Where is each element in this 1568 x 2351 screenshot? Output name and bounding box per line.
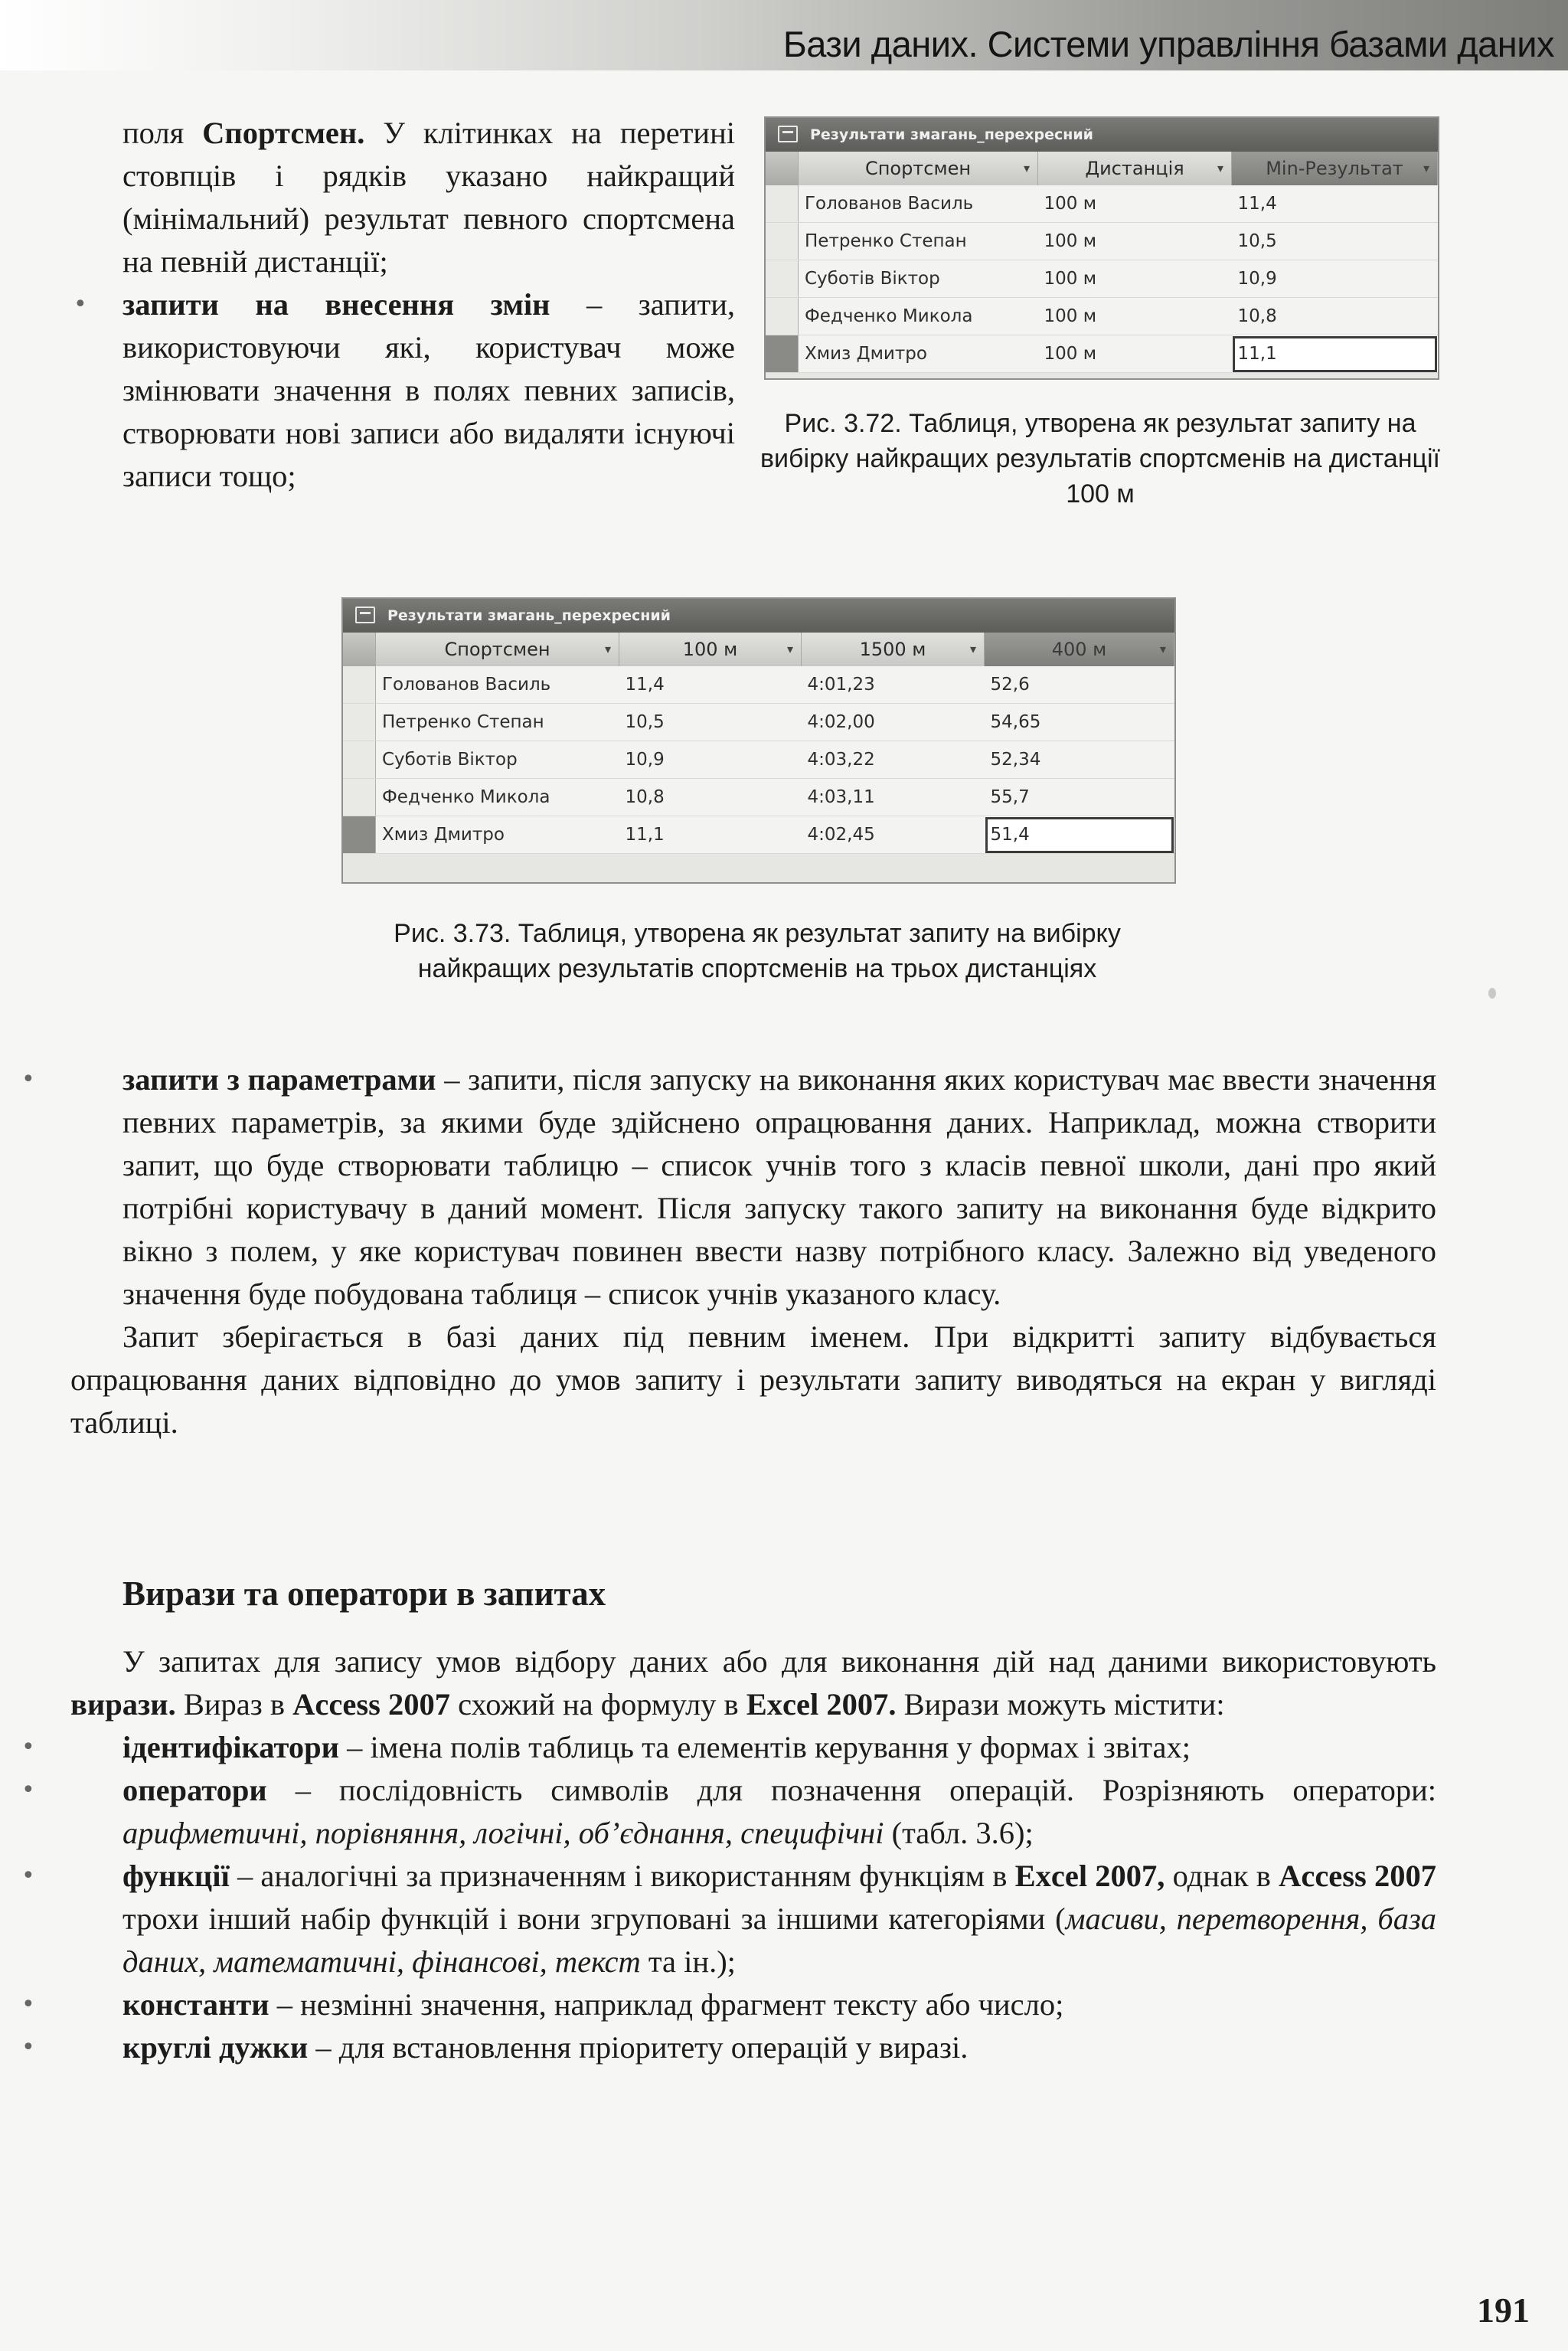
header-row	[343, 633, 1174, 666]
intro-text: Вирази можуть містити:	[896, 1687, 1225, 1722]
column-header-100m[interactable]	[619, 633, 802, 666]
bullet-text: – запити, використовуючи які, користувач може змінювати значення в полях певних записів, створювати нові записи або видаляти існуючі записи тощо;	[122, 287, 735, 493]
fig73-query-window	[341, 597, 1176, 884]
column-header-distance[interactable]	[1038, 152, 1232, 185]
row-selector[interactable]	[343, 816, 376, 854]
cell[interactable]: 11,4	[619, 666, 802, 704]
paragraph-saved-query: Запит зберігається в базі даних під певним іменем. При відкритті запиту відбувається опрацювання даних відповідно до умов запиту і результати запиту виводяться на екран у вигляді таблиці.	[70, 1319, 1436, 1440]
cell[interactable]: 10,9	[619, 741, 802, 779]
paragraph-continuation	[122, 112, 735, 283]
cell[interactable]: Федченко Микола	[376, 779, 619, 816]
cell[interactable]: 100 м	[1038, 298, 1232, 335]
row-selector[interactable]	[766, 298, 799, 335]
active-cell[interactable]: 11,1	[1232, 335, 1438, 373]
table-row	[766, 335, 1438, 373]
cell[interactable]: Петренко Степан	[799, 223, 1038, 260]
bullet-term: ідентифікатори	[122, 1730, 339, 1764]
cell[interactable]: 10,8	[619, 779, 802, 816]
fig72-query-window	[764, 116, 1439, 380]
bullet-text: – імена полів таблиць та елементів керування у формах і звітах;	[338, 1730, 1191, 1764]
bullet-operators	[70, 1769, 1436, 1855]
fig72-caption: Рис. 3.72. Таблиця, утворена як результат запиту на вибірку найкращих результатів спортсменів на дистанції 100 м	[760, 409, 1440, 508]
cell[interactable]: 100 м	[1038, 260, 1232, 298]
dropdown-arrow-icon[interactable]: ▾	[969, 642, 976, 656]
table-row	[343, 741, 1174, 779]
bullet-term: оператори	[122, 1773, 267, 1807]
table-row	[343, 666, 1174, 704]
cell[interactable]: 100 м	[1038, 335, 1232, 373]
table-row	[766, 260, 1438, 298]
query-icon	[355, 607, 375, 623]
header-label: Спортсмен	[864, 158, 972, 179]
running-header-title: Бази даних. Системи управління базами даних	[782, 24, 1554, 64]
bullet-text: – для встановлення пріоритету операцій у виразі.	[308, 2030, 969, 2065]
column-header-sportsman[interactable]	[799, 152, 1038, 185]
cell[interactable]: 4:01,23	[802, 666, 985, 704]
bullet-bold: Access 2007	[1279, 1859, 1436, 1893]
header-label: Дистанція	[1085, 158, 1184, 179]
cell[interactable]: 10,5	[1232, 223, 1438, 260]
dropdown-arrow-icon[interactable]: ▾	[1423, 161, 1429, 175]
bullet-term: запити з параметрами	[122, 1062, 436, 1097]
active-cell[interactable]: 51,4	[985, 816, 1174, 854]
cell[interactable]: 11,1	[619, 816, 802, 854]
p1-bold-term: Спортсмен.	[202, 116, 365, 150]
intro-text: Вираз в	[175, 1687, 293, 1722]
row-selector[interactable]	[343, 704, 376, 741]
column-header-400m[interactable]	[985, 633, 1174, 666]
row-selector[interactable]	[766, 335, 799, 373]
scan-speck	[1488, 988, 1496, 999]
bullet-text: трохи інший набір функцій і вони згруповані за іншими категоріями (	[122, 1901, 1066, 1936]
fig73-tab-title: Результати змагань_перехресний	[387, 607, 671, 624]
cell[interactable]: 54,65	[985, 704, 1174, 741]
cell[interactable]: Петренко Степан	[376, 704, 619, 741]
table-row	[766, 185, 1438, 223]
cell[interactable]: 52,6	[985, 666, 1174, 704]
row-selector[interactable]	[343, 666, 376, 704]
select-all-cell[interactable]	[766, 152, 799, 185]
dropdown-arrow-icon[interactable]: ▾	[1217, 161, 1223, 175]
cell[interactable]: Суботів Віктор	[376, 741, 619, 779]
fig72-tab[interactable]	[766, 118, 1438, 152]
p1-rest: У клітинках на перетині стовпців і рядків указано найкращий (мінімальний) результат певного спортсмена на певній дистанції;	[122, 116, 735, 279]
section-body	[70, 1640, 1436, 2069]
cell[interactable]: Голованов Василь	[799, 185, 1038, 223]
cell[interactable]: 10,5	[619, 704, 802, 741]
select-all-cell[interactable]	[343, 633, 376, 666]
fig72-tab-title: Результати змагань_перехресний	[810, 126, 1093, 143]
column-header-min-result[interactable]	[1232, 152, 1438, 185]
dropdown-arrow-icon[interactable]: ▾	[1023, 161, 1030, 175]
table-row	[343, 816, 1174, 854]
bullet-bold: Excel 2007,	[1014, 1859, 1165, 1893]
fig73-caption: Рис. 3.73. Таблиця, утворена як результат запиту на вибірку найкращих результатів спортсменів на трьох дистанціях	[394, 919, 1121, 983]
row-selector[interactable]	[766, 223, 799, 260]
main-text-block	[70, 1058, 1436, 1444]
cell[interactable]: 10,8	[1232, 298, 1438, 335]
table-row	[343, 704, 1174, 741]
left-column-text	[122, 112, 735, 498]
header-label: 100 м	[682, 639, 738, 660]
cell[interactable]: Хмиз Дмитро	[376, 816, 619, 854]
fig73-tab[interactable]	[343, 599, 1174, 633]
bullet-text: однак в	[1165, 1859, 1279, 1893]
dropdown-arrow-icon[interactable]: ▾	[786, 642, 793, 656]
section-heading: Вирази та оператори в запитах	[122, 1574, 606, 1613]
intro-bold: вирази.	[70, 1687, 176, 1722]
cell[interactable]: 4:03,22	[802, 741, 985, 779]
row-selector[interactable]	[343, 741, 376, 779]
cell[interactable]: 52,34	[985, 741, 1174, 779]
cell[interactable]: Суботів Віктор	[799, 260, 1038, 298]
bullet-term: константи	[122, 1987, 270, 2022]
cell[interactable]: Голованов Василь	[376, 666, 619, 704]
table-row	[343, 779, 1174, 816]
bullet-constants	[70, 1983, 1436, 2026]
column-header-sportsman[interactable]	[376, 633, 619, 666]
dropdown-arrow-icon[interactable]: ▾	[604, 642, 611, 656]
section-intro	[70, 1640, 1436, 1726]
dropdown-arrow-icon[interactable]: ▾	[1159, 642, 1166, 656]
fig72-datasheet	[766, 152, 1438, 373]
cell[interactable]: 4:03,11	[802, 779, 985, 816]
bullet-text: – аналогічні за призначенням і використанням функціям в	[229, 1859, 1015, 1893]
bullet-param-queries	[70, 1058, 1436, 1316]
header-label: Min-Результат	[1266, 158, 1403, 179]
header-row	[766, 152, 1438, 185]
page-header-bar	[0, 0, 1568, 70]
cell[interactable]: Хмиз Дмитро	[799, 335, 1038, 373]
row-selector[interactable]	[766, 260, 799, 298]
table-row	[766, 298, 1438, 335]
bullet-text: (табл. 3.6);	[884, 1816, 1034, 1850]
bullet-change-queries	[122, 283, 735, 498]
bullet-text: – послідовність символів для позначення операцій. Розрізняють оператори:	[266, 1773, 1436, 1807]
header-label: 400 м	[1051, 639, 1107, 660]
header-label: Спортсмен	[444, 639, 550, 660]
bullet-text: – запити, після запуску на виконання яких користувач має ввести значення певних параметрів, за якими буде здійснено опрацювання даних. Наприклад, можна створити запит, що буде створювати таблицю – список учнів того з класів певної школи, дані про який потрібні користувачу в даний момент. Після запуску такого запиту на виконання буде відкрито вікно з полем, у яке користувач повинен ввести назву потрібного класу. Залежно від уведеного значення буде побудована таблиця – список учнів указаного класу.	[122, 1062, 1436, 1311]
bullet-term: запити на внесення змін	[122, 287, 550, 322]
bullet-term: функції	[122, 1859, 230, 1893]
intro-bold: Access 2007	[292, 1687, 450, 1722]
bullet-italic: арифметичні, порівняння, логічні, об’єднання, специфічні	[122, 1816, 884, 1850]
cell[interactable]: 100 м	[1038, 223, 1232, 260]
cell[interactable]: 11,4	[1232, 185, 1438, 223]
cell[interactable]: 10,9	[1232, 260, 1438, 298]
p1-prefix: поля	[122, 116, 203, 150]
intro-text: схожий на формулу в	[449, 1687, 746, 1722]
cell[interactable]: 100 м	[1038, 185, 1232, 223]
bullet-identifiers	[70, 1726, 1436, 1769]
fig73-datasheet	[343, 633, 1174, 854]
column-header-1500m[interactable]	[802, 633, 985, 666]
cell[interactable]: Федченко Микола	[799, 298, 1038, 335]
cell[interactable]: 55,7	[985, 779, 1174, 816]
bullet-term: круглі дужки	[122, 2030, 309, 2065]
table-row	[766, 223, 1438, 260]
intro-bold: Excel 2007.	[746, 1687, 897, 1722]
intro-text: У запитах для запису умов відбору даних або для виконання дій над даними використовують	[122, 1644, 1436, 1679]
page-number: 191	[1477, 2291, 1530, 2330]
bullet-parentheses	[70, 2026, 1436, 2069]
row-selector[interactable]	[343, 779, 376, 816]
header-label: 1500 м	[859, 639, 926, 660]
row-selector[interactable]	[766, 185, 799, 223]
bullet-text: та ін.);	[640, 1944, 736, 1979]
bullet-functions	[70, 1855, 1436, 1983]
query-icon	[778, 126, 798, 142]
bullet-italic: масиви, перетворення, база даних, математичні, фінансові, текст	[122, 1901, 1436, 1979]
bullet-text: – незмінні значення, наприклад фрагмент тексту або число;	[269, 1987, 1064, 2022]
cell[interactable]: 4:02,45	[802, 816, 985, 854]
cell[interactable]: 4:02,00	[802, 704, 985, 741]
